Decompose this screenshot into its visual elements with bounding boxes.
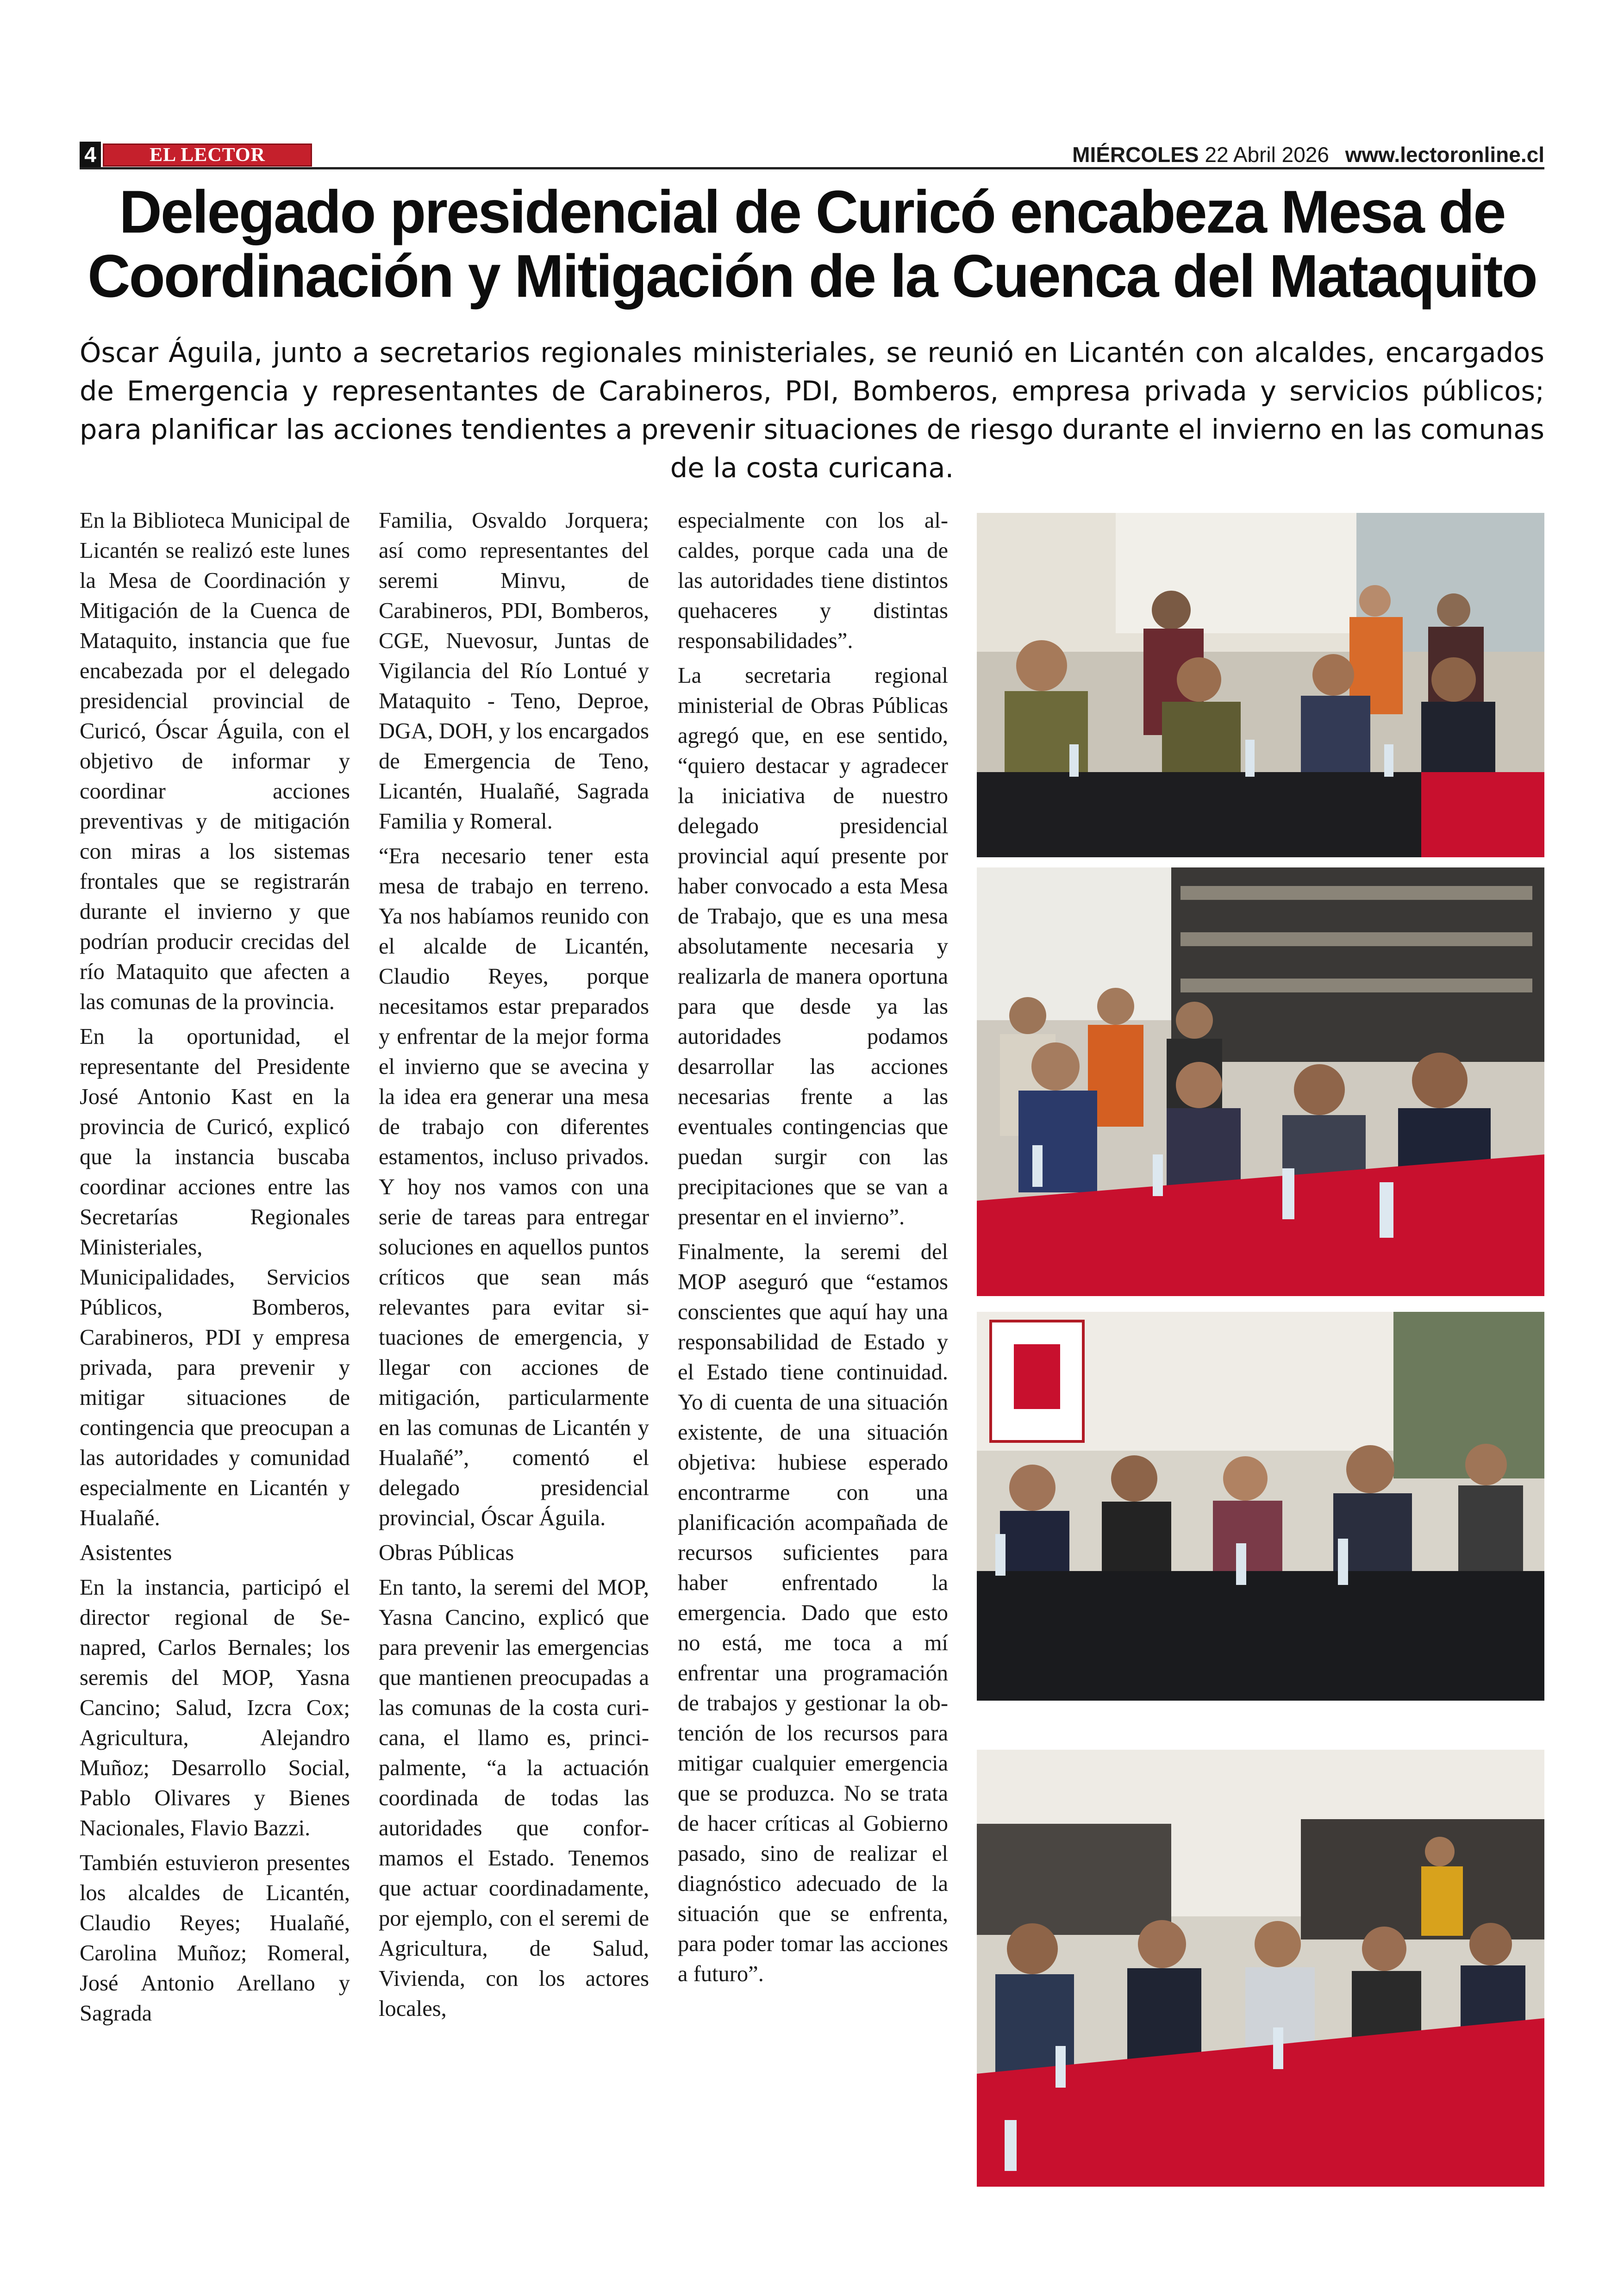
article-column-2 bbox=[379, 505, 649, 2028]
article-headline bbox=[80, 180, 1544, 308]
website-link[interactable]: www.lectoronline.cl bbox=[1345, 143, 1544, 167]
article-column-1 bbox=[80, 505, 350, 2033]
section-subhead-asistentes: Asistentes bbox=[80, 1540, 172, 1565]
paragraph: La secretaria regional ministerial de Obras Públicas agregó que, en ese sentido, “quiero destacar y agradecer la iniciativa de nuestro delegado presidencial provincial aquí presente por haber convocado a esta Mesa de Trabajo, que es una mesa absolutamente necesaria y realizarla de manera oportuna para que desde ya las autoridades podamos desarrollar las acciones necesarias frente a las eventuales contingencias que puedan surgir con las precipitaciones que se van a presentar en el invierno”. bbox=[678, 663, 948, 1229]
page-number: 4 bbox=[80, 142, 101, 168]
masthead-logo: EL LECTOR bbox=[103, 143, 312, 167]
paragraph: especialmente con los alcaldes, porque cada una de las autoridades tiene distintos quehaceres y distintas responsabilidades”. bbox=[678, 508, 948, 653]
headline-line-2: Coordinación y Mitigación de la Cuenca del Mataquito bbox=[87, 242, 1537, 310]
paragraph: En la oportunidad, el representante del Presidente José Antonio Kast en la provincia de Curicó, explicó que la instancia buscaba coordinar acciones entre las Secretarías Regionales Ministeriales, Municipalidades, Servicios Públicos, Bomberos, Carabineros, PDI y empresa privada, para prevenir y mitigar situaciones de contingencia que preocupan a las autoridades y comunidad especialmente en Licantén y Hualañé. bbox=[80, 1024, 350, 1530]
article-subheadline: Óscar Águila, junto a secretarios regionales ministeriales, se reunió en Licantén con alcaldes, encargados de Emergencia y representantes de Carabineros, PDI, Bomberos, empresa privada y servicios públicos; para planificar las acciones tendientes a prevenir situaciones de riesgo durante el invierno en las comunas de la costa curicana. bbox=[80, 337, 1544, 484]
headline-line-1: Delegado presidencial de Curicó encabeza Mesa de bbox=[119, 178, 1505, 246]
meeting-photo-3 bbox=[977, 1312, 1544, 1701]
paragraph: Familia, Osvaldo Jorquera; así como representantes del seremi Minvu, de Carabineros, PDI, Bomberos, CGE, Nuevosur, Juntas de Vigilancia del Río Lontué y Mataquito - Teno, Deproe, DGA, DOH, y los encargados de Emergencia de Teno, Licantén, Hualañé, Sagrada Familia y Romeral. bbox=[379, 508, 649, 834]
meeting-photo-2 bbox=[977, 867, 1544, 1296]
meeting-photo-4 bbox=[977, 1750, 1544, 2187]
issue-day: MIÉRCOLES bbox=[1072, 143, 1199, 167]
paragraph: “Era necesario tener esta mesa de trabajo en terreno. Ya nos habíamos reunido con el alcalde de Licantén, Claudio Reyes, porque necesitamos estar preparados y enfrentar de la mejor forma el invierno que se avecina y la idea era generar una mesa de trabajo con diferentes estamentos, incluso privados. Y hoy nos vamos con una serie de tareas para entregar soluciones en aquellos puntos críticos que sean más relevantes para evitar situaciones de emergencia, y llegar con acciones de mitigación, particularmente en las comunas de Licantén y Hualañé”, comentó el delegado presidencial provincial, Óscar Águila. bbox=[379, 844, 649, 1530]
paragraph: Finalmente, la seremi del MOP aseguró que “estamos conscientes que aquí hay una responsabilidad de Estado y el Estado tiene continuidad. Yo di cuenta de una situación existente, de una situación objetiva: hubiese esperado encontrarme con una planificación acompañada de recursos suficientes para haber enfrentado la emergencia. Dado que esto no está, me toca a mí enfrentar una programación de trabajos y gestionar la obtención de los recursos para mitigar cualquier emergencia que se produzca. No se trata de hacer críticas al Gobierno pasado, sino de realizar el diagnóstico adecuado de la situación que se enfrenta, para poder tomar las acciones a futuro”. bbox=[678, 1240, 948, 1986]
issue-info bbox=[1072, 142, 1544, 168]
meeting-photo-1 bbox=[977, 513, 1544, 857]
header-rule bbox=[80, 167, 1544, 169]
paragraph: En la instancia, participó el director regional de Senapred, Carlos Bernales; los seremis del MOP, Yasna Cancino; Salud, Izcra Cox; Agricultura, Alejandro Muñoz; Desarrollo Social, Pablo Olivares y Bienes Nacionales, Flavio Bazzi. bbox=[80, 1575, 350, 1840]
paragraph: En tanto, la seremi del MOP, Yasna Cancino, explicó que para prevenir las emergencias que mantienen preocupadas a las comunas de la costa curicana, el llamo es, principalmente, “a la actuación coordinada de todas las autoridades que conformamos el Estado. Tenemos que actuar coordinadamente, por ejemplo, con el seremi de Agricultura, de Salud, Vivienda, con los actores locales, bbox=[379, 1575, 649, 2021]
section-subhead-obras-publicas: Obras Públicas bbox=[379, 1540, 514, 1565]
paragraph: En la Biblioteca Municipal de Licantén se realizó este lunes la Mesa de Coordinación y Mitigación de la Cuenca de Mataquito, instancia que fue encabezada por el delegado presidencial provincial de Curicó, Óscar Águila, con el objetivo de informar y coordinar acciones preventivas y de mitigación con miras a los sistemas frontales que se registrarán durante el invierno y que podrían producir crecidas del río Mataquito que afecten a las comunas de la provincia. bbox=[80, 508, 350, 1014]
article-column-3 bbox=[678, 505, 948, 1994]
page-header bbox=[80, 142, 1544, 169]
paragraph: También estuvieron presentes los alcaldes de Licantén, Claudio Reyes; Hualañé, Carolina Muñoz; Romeral, José Antonio Arellano y Sagrada bbox=[80, 1851, 350, 2026]
issue-date: 22 Abril 2026 bbox=[1205, 143, 1329, 167]
